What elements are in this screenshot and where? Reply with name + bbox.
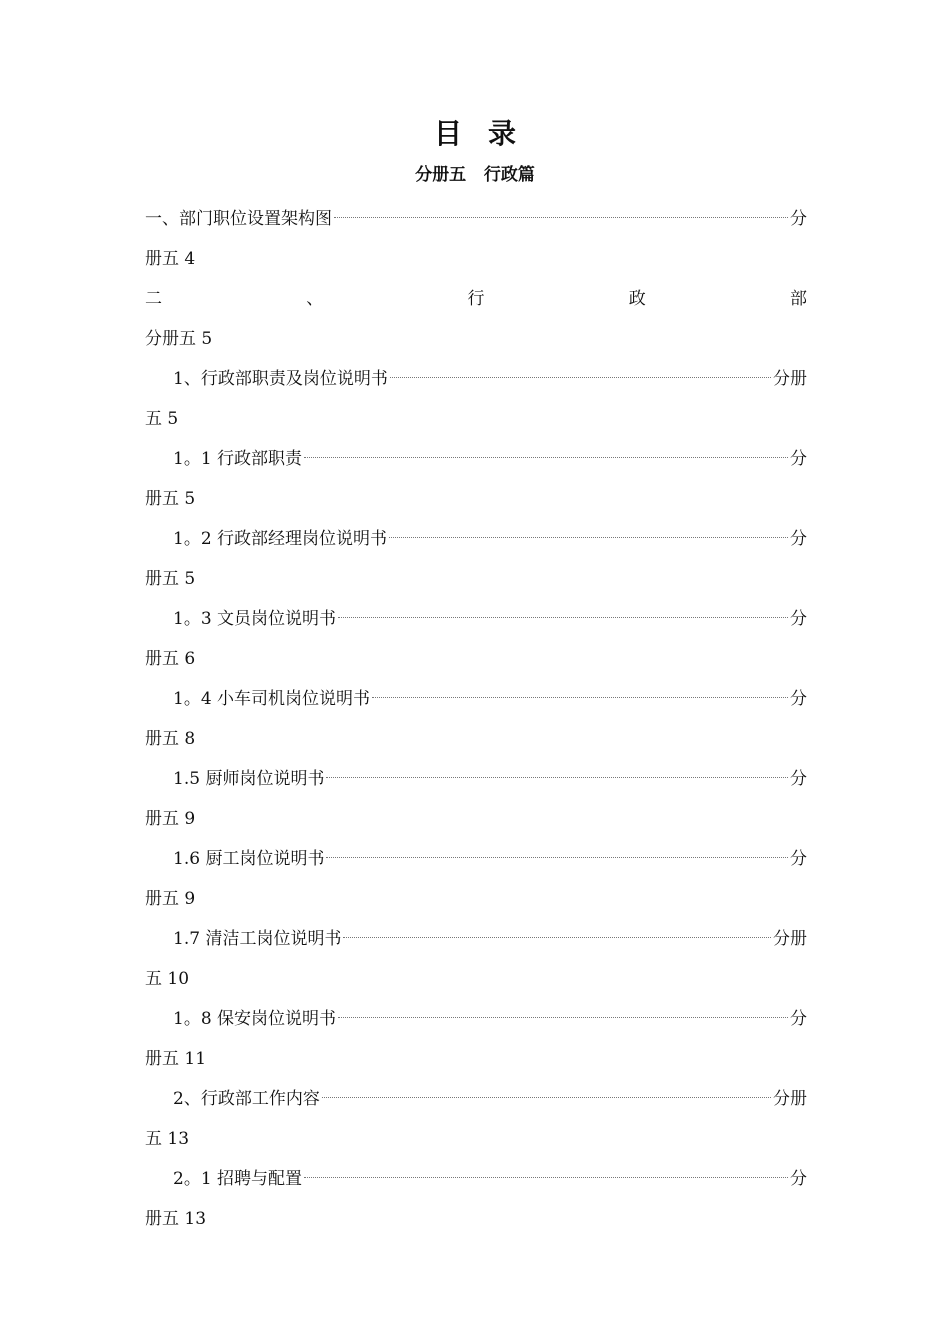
toc-entry-label-char: 、 (306, 288, 324, 309)
page-title: 目录 (433, 117, 542, 150)
dot-leader (304, 1177, 788, 1178)
toc-entry-label: 一、部门职位设置架构图 (145, 208, 332, 229)
toc-entry-page-continued: 册五 11 (145, 1048, 207, 1069)
toc-entry-label: 1。1 行政部职责 (173, 448, 303, 469)
table-of-contents (145, 196, 807, 1236)
toc-entry[interactable] (145, 996, 807, 1036)
toc-entry-page-start: 分 (790, 768, 807, 789)
dot-leader (389, 537, 788, 538)
toc-entry-label: 1.5 厨师岗位说明书 (173, 768, 325, 789)
toc-entry-page-continued: 册五 5 (145, 568, 196, 589)
toc-entry[interactable] (145, 836, 807, 876)
toc-entry[interactable] (145, 1156, 807, 1196)
toc-entry-page-start: 分 (790, 608, 807, 629)
toc-entry-label: 1。2 行政部经理岗位说明书 (173, 528, 388, 549)
toc-entry-label-char: 行 (467, 288, 485, 309)
toc-entry-page-continued: 册五 4 (145, 248, 196, 269)
toc-entry[interactable] (145, 596, 807, 636)
toc-entry-page-continued: 五 5 (145, 408, 179, 429)
toc-entry-label-char: 部 (790, 288, 807, 309)
toc-entry-label: 1。3 文员岗位说明书 (173, 608, 337, 629)
toc-entry-page-continued: 册五 9 (145, 888, 196, 909)
toc-entry-page-start: 分 (790, 208, 807, 229)
toc-entry[interactable] (145, 436, 807, 476)
toc-entry-page-start: 分册 (773, 1088, 807, 1109)
dot-leader (326, 777, 788, 778)
toc-entry[interactable] (145, 756, 807, 796)
toc-entry-page-continued: 册五 13 (145, 1208, 207, 1229)
toc-entry-label-char: 二 (145, 288, 162, 309)
toc-entry-page-continued: 册五 9 (145, 808, 196, 829)
dot-leader (343, 937, 771, 938)
toc-entry-page-continued: 五 10 (145, 968, 190, 989)
dot-leader (338, 617, 788, 618)
toc-entry[interactable] (145, 676, 807, 716)
toc-entry-label: 1.6 厨工岗位说明书 (173, 848, 325, 869)
toc-entry-page-continued: 册五 5 (145, 488, 196, 509)
toc-entry-page-start: 分 (790, 448, 807, 469)
toc-entry-page-start: 分 (790, 1168, 807, 1189)
dot-leader (322, 1097, 771, 1098)
dot-leader (304, 457, 788, 458)
toc-entry-label-char: 政 (628, 288, 646, 309)
toc-entry-page-start: 分 (790, 688, 807, 709)
toc-entry-page-start: 分册 (773, 368, 807, 389)
page-subtitle: 分册五 行政篇 (415, 165, 535, 185)
toc-entry-page-continued: 五 13 (145, 1128, 190, 1149)
toc-entry-label: 2。1 招聘与配置 (173, 1168, 303, 1189)
dot-leader (334, 217, 788, 218)
toc-entry[interactable] (145, 356, 807, 396)
toc-entry-page-start: 分 (790, 1008, 807, 1029)
toc-entry[interactable] (145, 1076, 807, 1116)
toc-entry-label: 1。8 保安岗位说明书 (173, 1008, 337, 1029)
toc-entry[interactable] (145, 516, 807, 556)
toc-entry-label: 1.7 清洁工岗位说明书 (173, 928, 342, 949)
toc-entry-page-continued: 册五 6 (145, 648, 196, 669)
toc-entry-label: 1、行政部职责及岗位说明书 (173, 368, 388, 389)
dot-leader (390, 377, 771, 378)
dot-leader (326, 857, 788, 858)
toc-entry-page-continued: 分册五 5 (145, 328, 213, 349)
toc-entry-page-continued: 册五 8 (145, 728, 196, 749)
toc-entry-label: 1。4 小车司机岗位说明书 (173, 688, 371, 709)
toc-entry-page-start: 分 (790, 848, 807, 869)
toc-entry[interactable] (145, 196, 807, 236)
dot-leader (338, 1017, 788, 1018)
toc-entry-page-start: 分 (790, 528, 807, 549)
toc-entry[interactable] (145, 276, 807, 316)
toc-entry-label: 2、行政部工作内容 (173, 1088, 320, 1109)
toc-entry-page-start: 分册 (773, 928, 807, 949)
dot-leader (372, 697, 788, 698)
toc-entry[interactable] (145, 916, 807, 956)
